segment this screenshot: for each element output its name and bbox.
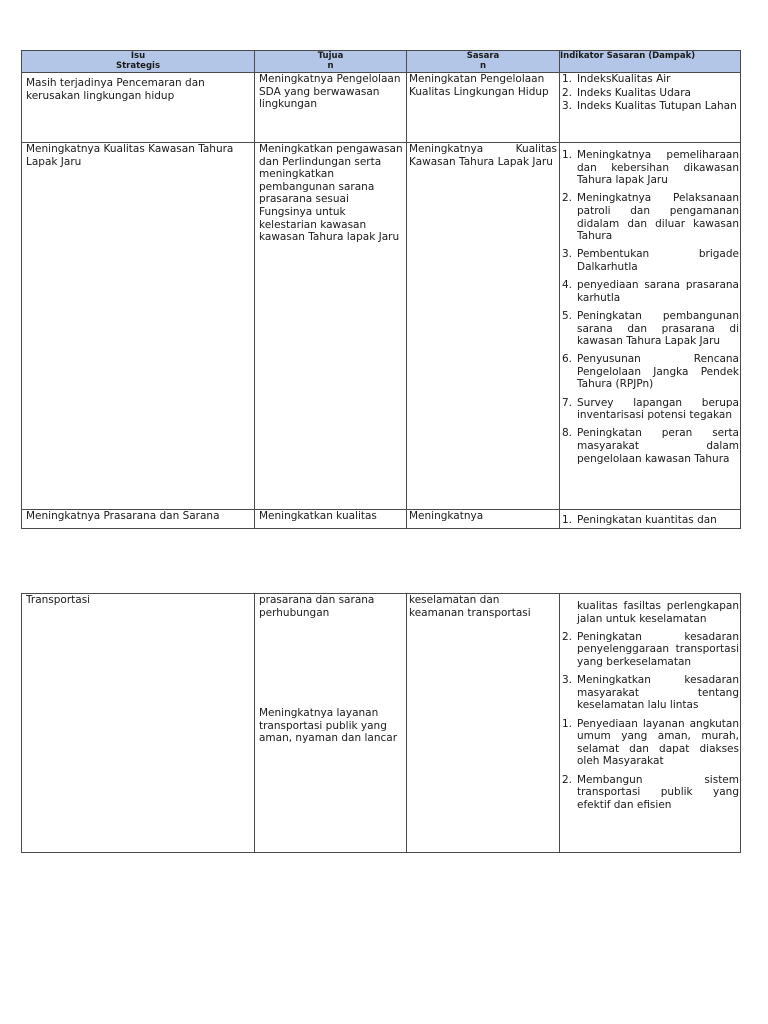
item-number: 3. [562,674,573,687]
header-sasaran [407,51,560,73]
target-text: Meningkatnya Kualitas Kawasan Tahura Lapak Jaru [409,143,557,168]
header-indikator [560,51,741,73]
issue-text: Meningkatnya Prasarana dan Sarana [26,510,220,522]
list-item [560,631,740,669]
item-number: 1. [562,149,573,161]
goal-cell [255,594,407,853]
issue-cell [22,510,255,529]
list-item [560,427,740,465]
indicator-cell [560,73,741,143]
issue-cell [22,73,255,143]
list-item [560,353,740,391]
goal-text: Meningkatnya Pengelolaan SDA yang berwawasan lingkungan [259,73,401,111]
target-text: Meningkatnya [409,510,484,522]
item-number: 2. [562,192,573,205]
item-text: penyediaan sarana prasarana karhutla [577,279,739,304]
header-isu-strategis [22,51,255,73]
item-text: Penyusunan Rencana Pengelolaan Jangka Pendek Tahura (RPJPn) [577,353,739,391]
list-item [560,600,740,625]
item-text: Peningkatan peran serta masyarakat dalam pengelolaan kawasan Tahura [577,427,739,465]
issue-text: Meningkatnya Kualitas Kawasan Tahura Lapak Jaru [26,143,234,168]
item-text: kualitas fasiltas perlengkapan jalan untuk keselamatan [577,600,739,625]
strategic-issues-table [21,50,741,529]
goal-cell [255,510,407,529]
list-item [560,718,740,768]
list-item [560,149,740,187]
item-number: 4. [562,279,573,292]
list-item [560,774,740,812]
indicator-cell [560,510,741,529]
target-cell [407,143,560,510]
item-number: 1. [562,73,573,85]
transport-continuation-table [21,593,741,853]
target-text: keselamatan dan keamanan transportasi [409,594,531,619]
item-number: 5. [562,309,573,322]
item-text: Meningkatnya pemeliharaan dan kebersihan dikawasan Tahura lapak Jaru [577,149,739,187]
item-number: 1. [562,717,573,730]
table-row [22,594,741,853]
list-item [560,674,740,712]
header-label: Sasara n [466,51,500,71]
issue-cell [22,143,255,510]
item-number: 6. [562,353,573,366]
list-item [560,514,740,527]
item-number: 1. [562,514,573,526]
item-text: Meningkatkan kesadaran masyarakat tentang keselamatan lalu lintas [577,674,739,712]
header-label: Tujua n [317,51,344,71]
issue-text: Masih terjadinya Pencemaran dan kerusakan lingkungan hidup [26,77,205,102]
indicator-list [560,594,740,811]
header-tujuan [255,51,407,73]
goal-cell [255,143,407,510]
target-cell [407,594,560,853]
item-text: Peningkatan kuantitas dan [577,514,717,526]
item-number: 8. [562,427,573,440]
item-number: 7. [562,396,573,409]
indicator-cell [560,143,741,510]
table-header-row [22,51,741,73]
item-text: Membangun sistem transportasi publik yang efektif dan efisien [577,773,739,811]
goal-text: prasarana dan sarana perhubungan [259,594,375,619]
list-item [560,101,740,111]
item-text: IndeksKualitas Air [577,73,671,85]
indicator-list [560,73,740,111]
list-item [560,248,740,273]
item-number: 3. [562,100,573,113]
goal-text: Meningkatkan pengawasan dan Perlindungan serta meningkatkan pembangunan sarana prasarana sesuai Fungsinya untuk kelestarian kawasan kawasan Tahura lapak Jaru [259,143,403,244]
item-text: Indeks Kualitas Udara [577,87,691,100]
table-row [22,143,741,510]
list-item [560,73,740,86]
goal-text: Meningkatnya layanan transportasi publik yang aman, nyaman dan lancar [259,707,398,745]
header-label: Indikator Sasaran (Dampak) [560,51,696,61]
target-text: Meningkatan Pengelolaan Kualitas Lingkungan Hidup [409,73,549,98]
indicator-list [560,143,740,465]
item-text: Indeks Kualitas Tutupan Lahan [577,100,737,113]
goal-text: Meningkatkan kualitas [259,510,377,522]
target-cell [407,73,560,143]
table-row [22,73,741,143]
indicator-cell [560,594,741,853]
item-number: 2. [562,630,573,643]
target-cell [407,510,560,529]
issue-cell [22,594,255,853]
item-text: Meningkatnya Pelaksanaan patroli dan pengamanan didalam dan diluar kawasan Tahura [577,192,739,243]
list-item [560,279,740,304]
item-number: 2. [562,87,573,100]
issue-text: Transportasi [26,594,91,606]
item-text: Pembentukan brigade Dalkarhutla [577,248,739,273]
table-row [22,510,741,529]
spacer [255,619,406,707]
list-item [560,310,740,348]
item-text: Peningkatan pembangunan sarana dan prasarana di kawasan Tahura Lapak Jaru [577,309,739,348]
goal-cell [255,73,407,143]
item-number: 2. [562,773,573,786]
list-item [560,397,740,422]
header-label: Isu Strategis [116,51,160,71]
item-text: Penyediaan layanan angkutan umum yang aman, murah, selamat dan dapat diakses oleh Masyarakat [577,717,739,768]
list-item [560,87,740,100]
item-text: Peningkatan kesadaran penyelenggaraan transportasi yang berkeselamatan [577,630,739,668]
item-number: 3. [562,248,573,261]
indicator-list [560,510,740,527]
list-item [560,192,740,242]
item-text: Survey lapangan berupa inventarisasi potensi tegakan [577,396,739,422]
